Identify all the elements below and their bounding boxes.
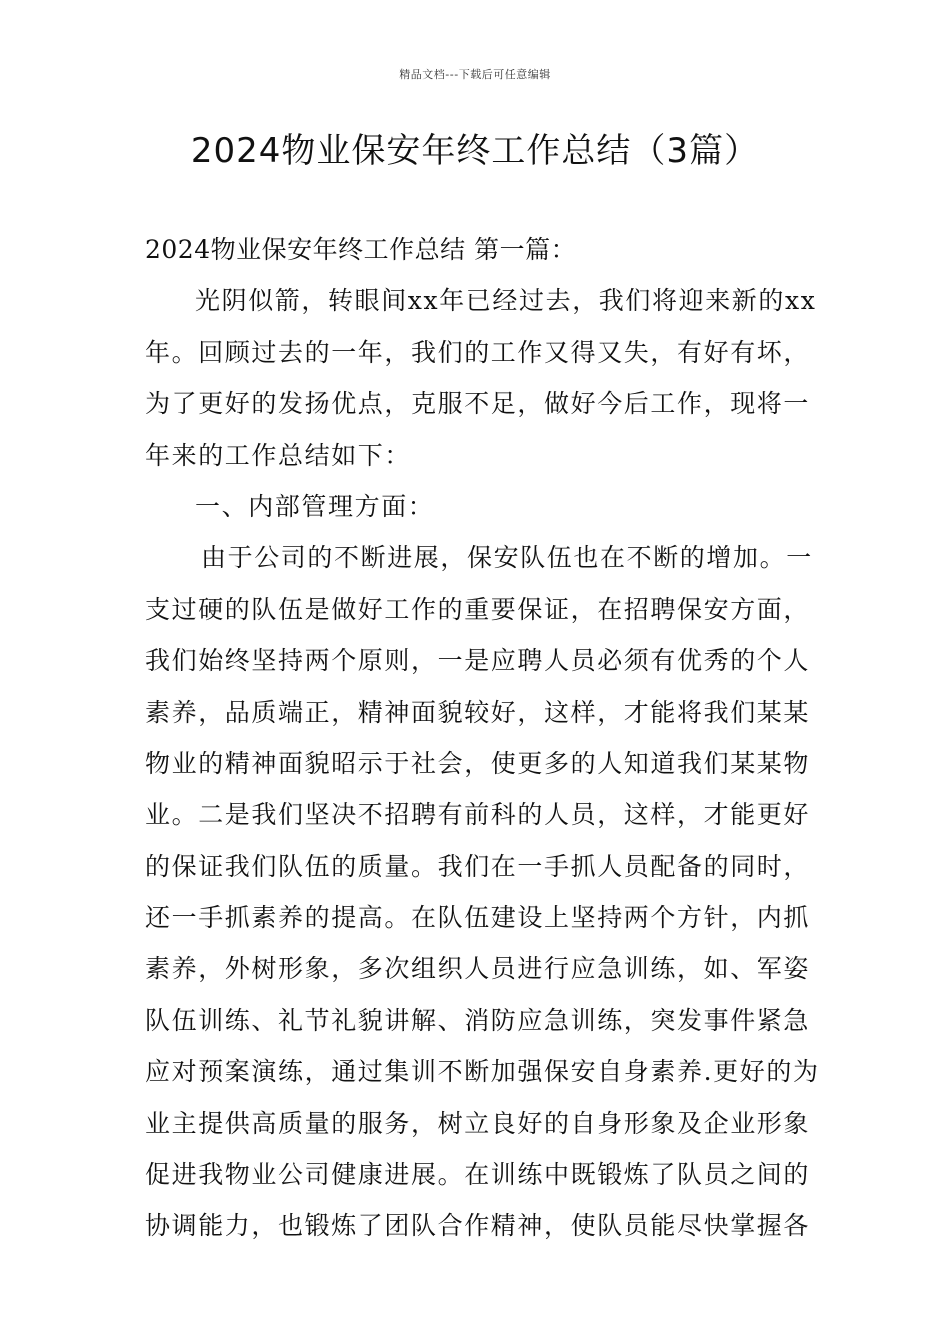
- paragraph-line: 支过硬的队伍是做好工作的重要保证，在招聘保安方面，: [145, 594, 811, 624]
- paragraph-line: 应对预案演练，通过集训不断加强保安自身素养.更好的为: [145, 1057, 820, 1087]
- paragraph-line: 促进我物业公司健康进展。在训练中既锻炼了队员之间的: [145, 1160, 811, 1190]
- section-heading: 2024物业保安年终工作总结 第一篇：: [145, 235, 577, 264]
- paragraph-line: 的保证我们队伍的质量。我们在一手抓人员配备的同时，: [145, 851, 811, 881]
- paragraph-line: 物业的精神面貌昭示于社会，使更多的人知道我们某某物: [145, 748, 811, 778]
- paragraph-line: 素养，品质端正，精神面貌较好，这样，才能将我们某某: [145, 697, 811, 727]
- header-note: 精品文档---下载后可任意编辑: [399, 68, 551, 81]
- paragraph-line: 业主提供高质量的服务，树立良好的自身形象及企业形象: [145, 1108, 811, 1138]
- paragraph-line: 协调能力，也锻炼了团队合作精神，使队员能尽快掌握各: [145, 1211, 811, 1241]
- paragraph-line: 我们始终坚持两个原则，一是应聘人员必须有优秀的个人: [145, 646, 811, 676]
- document-body: [145, 224, 820, 1252]
- document-title: 2024物业保安年终工作总结（3篇）: [190, 131, 760, 171]
- subsection-heading: 一、内部管理方面：: [195, 491, 435, 521]
- paragraph-line: 素养，外树形象，多次组织人员进行应急训练，如、军姿: [145, 954, 811, 984]
- paragraph-line: 年。回顾过去的一年，我们的工作又得又失，有好有坏，: [145, 337, 811, 367]
- paragraph-line: 业。二是我们坚决不招聘有前科的人员，这样，才能更好: [145, 800, 811, 830]
- paragraph-line: 队伍训练、礼节礼貌讲解、消防应急训练，突发事件紧急: [145, 1005, 811, 1035]
- paragraph-line: 年来的工作总结如下：: [145, 440, 412, 470]
- paragraph-line: 光阴似箭，转眼间xx年已经过去，我们将迎来新的xx: [195, 286, 817, 316]
- paragraph-line: 由于公司的不断进展，保安队伍也在不断的增加。一: [201, 543, 813, 573]
- paragraph-line: 为了更好的发扬优点，克服不足，做好今后工作，现将一: [145, 389, 811, 419]
- paragraph-line: 还一手抓素养的提高。在队伍建设上坚持两个方针，内抓: [145, 903, 811, 933]
